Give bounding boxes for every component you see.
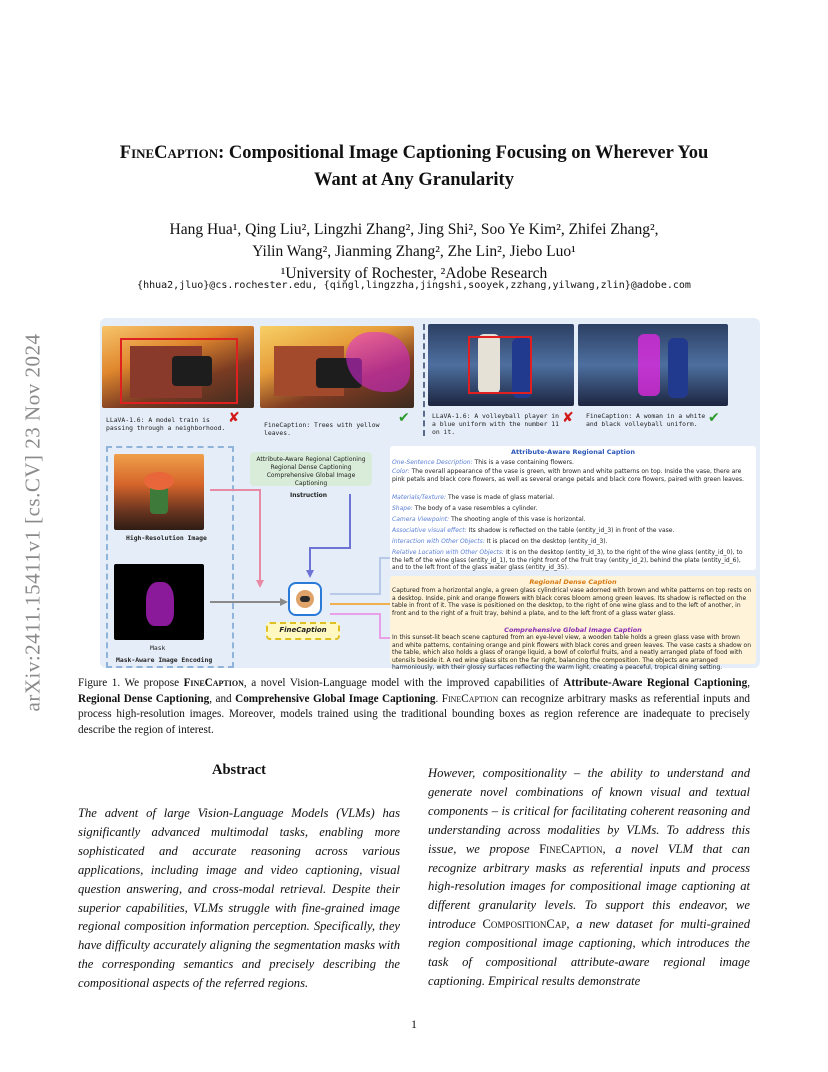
caption-name: FineCaption (441, 692, 499, 705)
attr-key: Camera Viewpoint: (392, 516, 450, 523)
check-icon: ✔ (708, 410, 720, 426)
mask-label: Mask (150, 644, 166, 652)
hires-label: High-Resolution Image (126, 534, 207, 542)
mask-encoding-label: Mask-Aware Image Encoding (116, 656, 213, 664)
attribute-caption-box (390, 446, 756, 570)
attr-item (392, 527, 752, 535)
attr-text: This is a vase containing flowers. (474, 459, 574, 466)
abstract-heading: Abstract (212, 762, 266, 778)
global-title: Comprehensive Global Image Caption (504, 626, 642, 634)
title-rest: : Compositional Image Captioning Focusing on Wherever You (218, 143, 709, 163)
finecaption-train-caption: FineCaption: Trees with yellow leaves. (264, 421, 380, 437)
page-number: 1 (411, 1017, 417, 1031)
attr-key: Materials/Texture: (392, 494, 447, 501)
caption-text: , and (209, 692, 236, 705)
attr-item (392, 516, 752, 524)
arxiv-identifier: arXiv:2411.15411v1 [cs.CV] 23 Nov 2024 (20, 333, 45, 712)
caption-text: , a novel Vision-Language model with the improved capabilities of (243, 677, 564, 689)
col2-text: However, compositionality – the ability to understand and generate novel combinations of known visual and textual components – is critical for facilitating coherent reasoning and understanding across modalities by VLMs. To address this issue, we propose (428, 766, 750, 856)
model-icon (288, 582, 322, 616)
figure-1 (100, 318, 760, 672)
caption-name: FineCaption (183, 677, 244, 689)
instruction-line-2: Regional Dense Captioning (270, 464, 352, 471)
finecaption-volleyball-caption: FineCaption: A woman in a white and black volleyball uniform. (586, 412, 706, 428)
attr-text: The shooting angle of this vase is horizontal. (451, 516, 586, 523)
caption-bold: Attribute-Aware Regional Captioning (563, 677, 748, 689)
author-emails: {hhua2,jluo}@cs.rochester.edu, {qingl,lingzzha,jingshi,sooyek,zzhang,yilwang,zlin}@adobe.com (137, 280, 691, 291)
authors-line1: Hang Hua¹, Qing Liu², Lingzhi Zhang², Jing Shi², Soo Ye Kim², Zhifei Zhang², (169, 221, 659, 238)
check-icon: ✔ (398, 410, 410, 426)
col2-name: FineCaption (539, 841, 603, 856)
dense-text: Captured from a horizontal angle, a green glass cylindrical vase adorned with brown and white patterns on top rests on a desktop. Inside, pink and orange flowers with black cores bloom among green leaves. Its shadow is reflected on the table in front of it. The vase is positioned on the desktop, to the right of one wine glass and to the left of another, in front and to the right of a fruit tray, behind a plate, and to the left front of a glass water glass. (392, 587, 752, 617)
attr-item (392, 505, 752, 513)
authors-line2: Yilin Wang², Jianming Zhang², Zhe Lin², Jiebo Luo¹ (252, 243, 576, 260)
attr-key: Associative visual effect: (392, 527, 467, 534)
col2-text: , a new dataset for multi-grained region compositional image captioning, which introduces the task of compositional attribute-aware regional image captioning. Empirical results demonstrate (428, 917, 751, 988)
abstract-col1: The advent of large Vision-Language Models (VLMs) has significantly advanced multimodal tasks, enabling more sophisticated and accurate reasoning across various applications, including image and video captioning, visual question answering, and cross-modal retrieval. Despite their superior capabilities, VLMs struggle with fine-grained image regional composition information perception. Specifically, they have difficulty accurately aligning the segmentation masks with the corresponding semantics and precisely describing the compositional aspects of the referred regions. (78, 806, 400, 991)
model-label: FineCaption (279, 626, 327, 634)
attr-text: The body of a vase resembles a cylinder. (414, 505, 538, 512)
attr-key: Color: (392, 468, 410, 475)
col2-name: CompositionCap (482, 917, 567, 932)
caption-bold: Regional Dense Captioning (78, 692, 210, 705)
instruction-line-1: Attribute-Aware Regional Captioning (256, 456, 366, 463)
authors-block (60, 219, 768, 285)
attr-item (392, 494, 752, 502)
wrong-icon: ✘ (562, 410, 574, 426)
attr-item (392, 549, 752, 572)
title-line2: Want at Any Granularity (314, 170, 514, 190)
model-label-box (266, 622, 340, 640)
abstract-col2 (428, 764, 750, 991)
instruction-label: Instruction (290, 492, 328, 499)
caption-text: , (747, 677, 750, 689)
caption-text: Figure 1. We propose (78, 677, 184, 689)
llava-volleyball-caption: LLaVA-1.6: A volleyball player in a blue uniform with the number 11 on it. (432, 412, 559, 436)
affiliations: ¹University of Rochester, ²Adobe Research (280, 265, 548, 282)
attr-text: The overall appearance of the vase is green, with brown and white patterns on top. Inside the vase, there are pink petals and black core flowers, as well as several orange petals and black core flowers, paired with green leaves. (392, 468, 745, 483)
attr-text: It is on the desktop (entity_id_3), to the right of the wine glass (entity_id_0), to the left of the wine glass (entity_id_1), to the right front of the fruit tray (entity_id_2), behind the plate (entity_id_6), and to the left front of the glass water glass (entity_id_35). (392, 549, 743, 572)
caption-text: . (435, 692, 442, 705)
global-text: In this sunset-lit beach scene captured from an eye-level view, a wooden table holds a green glass vase with brown and white patterns, containing orange and pink flowers with black cores and green leaves. The vase casts a shadow on the table, which also holds a glass of orange liquid, a bowl of colorful fruits, and a neatly arranged plate of food with utensils beside it. A red wine glass sits on the far right, balancing the composition. The objects are arranged harmoniously, with their glossy surfaces reflecting the warm light, creating a peaceful, tropical dining setting. (392, 634, 752, 672)
attr-title: Attribute-Aware Regional Caption (511, 448, 635, 456)
dense-global-box (390, 576, 756, 672)
attr-key: Shape: (392, 505, 413, 512)
attr-text: It is placed on the desktop (entity_id_3). (486, 538, 608, 545)
attr-item (392, 459, 752, 467)
attr-item (392, 468, 752, 483)
caption-bold: Comprehensive Global Image Captioning (235, 692, 436, 705)
llava-train-caption: LLaVA-1.6: A model train is passing through a neighborhood. (106, 416, 226, 432)
instruction-line-3: Comprehensive Global Image Captioning (266, 472, 356, 487)
paper-title (60, 140, 768, 194)
attr-text: Its shadow is reflected on the table (entity_id_3) in front of the vase. (468, 527, 675, 534)
wrong-icon: ✘ (228, 410, 240, 426)
col2-text: , a novel VLM that can recognize arbitrary masks as referential inputs and process high-resolution images for compositional image captioning at different granularity levels. To support this endeavor, we introduce (428, 841, 750, 932)
attr-key: Interaction with Other Objects: (392, 538, 485, 545)
dense-title: Regional Dense Caption (529, 578, 617, 586)
attr-key: Relative Location with Other Objects: (392, 549, 505, 556)
attr-item (392, 538, 752, 546)
caption-text: can recognize arbitrary masks as referential inputs and process high-resolution images. Moreover, models trained using the traditional bounding boxes as region reference are inadequate to precisely describe the region of interest. (78, 692, 751, 736)
title-name: FineCaption (119, 143, 219, 163)
attr-key: One-Sentence Description: (392, 459, 473, 466)
figure-caption (78, 676, 750, 738)
attr-text: The vase is made of glass material. (447, 494, 555, 501)
